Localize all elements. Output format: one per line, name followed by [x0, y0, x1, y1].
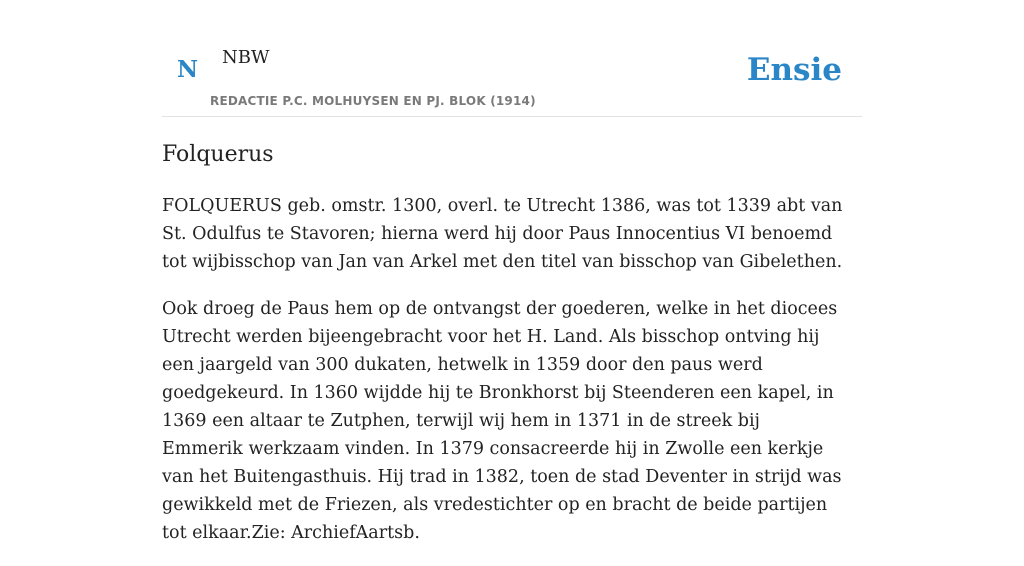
source-header	[162, 0, 862, 117]
article-paragraph: Ook droeg de Paus hem op de ontvangst der goederen, welke in het diocees Utrecht werden bijeengebracht voor het H. Land. Als bisschop ontving hij een jaargeld van 300 dukaten, hetwelk in 1359 door den paus werd goedgekeurd. In 1360 wijdde hij te Bronkhorst bij Steenderen een kapel, in 1369 een altaar te Zutphen, terwijl wij hem in 1371 in de streek bij Emmerik werkzaam vinden. In 1379 consacreerde hij in Zwolle een kerkje van het Buitengasthuis. Hij trad in 1382, toen de stad Deventer in strijd was gewikkeld met de Friezen, als vredestichter op en bracht de beide partijen tot elkaar.Zie: ArchiefAartsb.	[162, 299, 842, 543]
article-body	[162, 192, 844, 566]
source-name[interactable]: NBW	[222, 47, 270, 68]
page	[162, 0, 862, 543]
source-editors: REDACTIE P.C. MOLHUYSEN EN PJ. BLOK (1914)	[210, 94, 536, 108]
source-logo[interactable]: N	[177, 56, 199, 83]
page-title: Folquerus	[162, 142, 274, 167]
article-paragraph: FOLQUERUS geb. omstr. 1300, overl. te Utrecht 1386, was tot 1339 abt van St. Odulfus te Stavoren; hierna werd hij door Paus Innocentius VI benoemd tot wijbisschop van Jan van Arkel met den titel van bisschop van Gibelethen.	[162, 196, 843, 272]
brand-logo[interactable]: Ensie	[746, 52, 842, 88]
